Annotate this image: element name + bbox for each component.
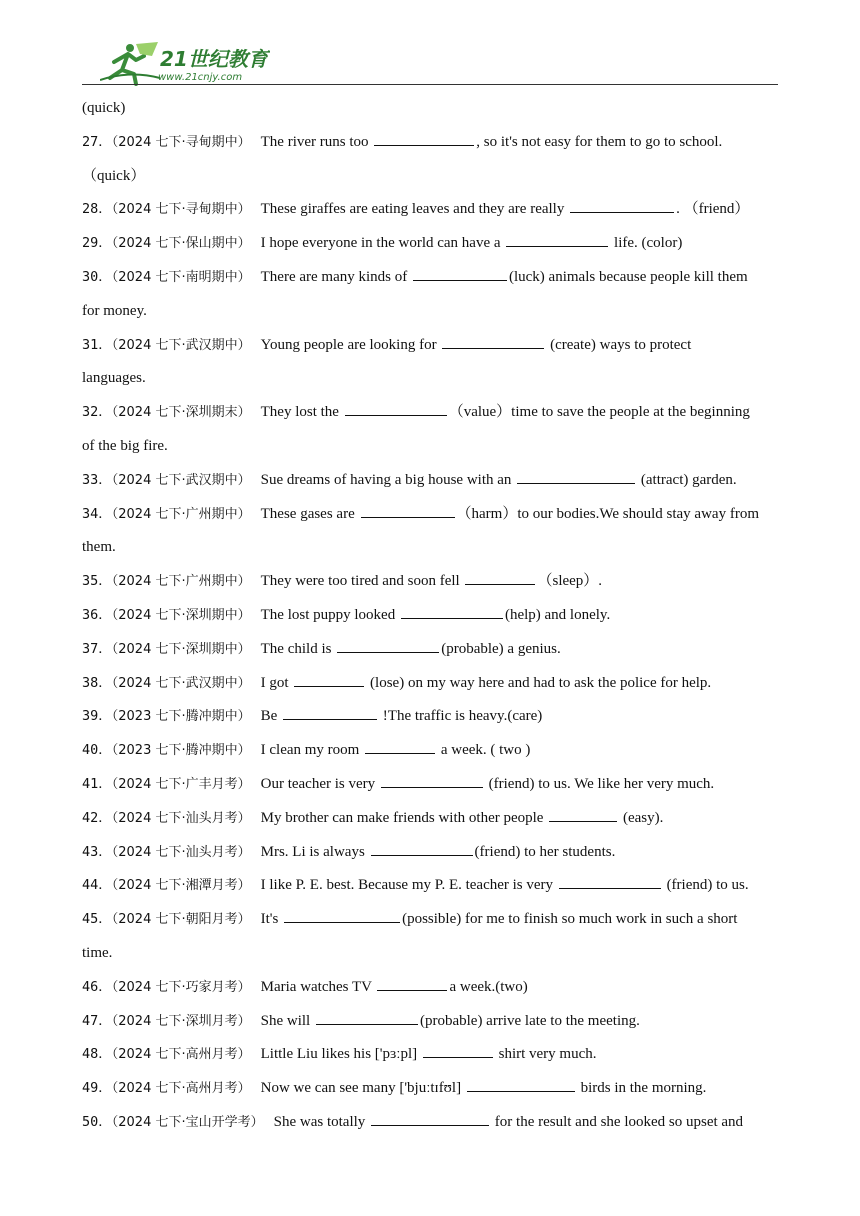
question-number: 33． bbox=[82, 471, 112, 488]
question-source: （2024 七下·寻甸期中） bbox=[111, 202, 251, 218]
question-line bbox=[82, 227, 778, 261]
question-line bbox=[82, 768, 778, 802]
question-text-after: (lose) on my way here and had to ask the police for help. bbox=[366, 674, 712, 691]
question-line bbox=[82, 869, 778, 903]
question-text-after: (probable) a genius. bbox=[441, 640, 561, 657]
question-text-before: She was totally bbox=[273, 1113, 366, 1130]
question-number: 28． bbox=[82, 201, 112, 218]
svg-text:www.21cnjy.com: www.21cnjy.com bbox=[158, 72, 243, 83]
question-text-after: (probable) arrive late to the meeting. bbox=[419, 1012, 640, 1029]
question-source: （2024 七下·汕头月考） bbox=[111, 810, 251, 826]
question-line bbox=[82, 1005, 778, 1039]
question-line bbox=[82, 565, 778, 599]
question-source: （2024 七下·寻甸期中） bbox=[111, 134, 251, 150]
continuation-line bbox=[82, 362, 778, 396]
line-text: for money. bbox=[82, 302, 147, 319]
question-line bbox=[82, 633, 778, 667]
continuation-line bbox=[82, 531, 778, 565]
question-number: 29． bbox=[82, 235, 112, 252]
question-line bbox=[82, 1106, 778, 1140]
question-source: （2024 七下·广州期中） bbox=[111, 506, 251, 522]
question-text-before: Be bbox=[260, 708, 278, 725]
continuation-line bbox=[82, 937, 778, 971]
continuation-line bbox=[82, 295, 778, 329]
answer-blank[interactable] bbox=[365, 737, 435, 754]
question-number: 38． bbox=[82, 674, 112, 691]
question-source: （2024 七下·深圳月考） bbox=[111, 1013, 251, 1029]
answer-blank[interactable] bbox=[423, 1041, 493, 1058]
question-number: 47． bbox=[82, 1012, 112, 1029]
question-line bbox=[82, 498, 778, 532]
question-line bbox=[82, 734, 778, 768]
question-text-before: The lost puppy looked bbox=[260, 606, 396, 623]
question-line bbox=[82, 700, 778, 734]
question-source: （2023 七下·腾冲期中） bbox=[111, 743, 251, 759]
question-source: （2024 七下·武汉期中） bbox=[111, 337, 251, 353]
question-line bbox=[82, 1072, 778, 1106]
question-number: 50． bbox=[82, 1113, 112, 1130]
question-text-after: (luck) animals because people kill them bbox=[508, 268, 748, 285]
question-number: 34． bbox=[82, 505, 112, 522]
question-source: （2024 七下·深圳期中） bbox=[111, 641, 251, 657]
question-text-before: Young people are looking for bbox=[260, 336, 437, 353]
question-line bbox=[82, 261, 778, 295]
question-text-before: There are many kinds of bbox=[260, 268, 408, 285]
question-text-before: Maria watches TV bbox=[260, 978, 372, 995]
21cnjy-logo bbox=[100, 40, 270, 86]
exercise-list bbox=[82, 92, 778, 1140]
question-text-after: (friend) to us. We like her very much. bbox=[484, 775, 715, 792]
question-text-after: a week.(two) bbox=[449, 978, 528, 995]
question-line bbox=[82, 329, 778, 363]
question-text-before: The river runs too bbox=[260, 133, 369, 150]
header-rule bbox=[82, 84, 778, 85]
question-line bbox=[82, 126, 778, 160]
question-text-after: (help) and lonely. bbox=[504, 606, 611, 623]
question-text-after: a week. ( two ) bbox=[437, 742, 531, 759]
question-number: 27． bbox=[82, 133, 112, 150]
question-line bbox=[82, 903, 778, 937]
question-number: 30． bbox=[82, 268, 112, 285]
answer-blank[interactable] bbox=[570, 196, 674, 213]
question-line bbox=[82, 1038, 778, 1072]
page-header bbox=[0, 0, 860, 90]
question-number: 39． bbox=[82, 708, 112, 725]
answer-blank[interactable] bbox=[465, 568, 535, 585]
question-source: （2024 七下·巧家月考） bbox=[111, 979, 251, 995]
question-text-before: These gases are bbox=[260, 505, 355, 522]
question-text-after: （sleep）. bbox=[537, 573, 603, 590]
question-source: （2024 七下·广丰月考） bbox=[111, 776, 251, 792]
answer-blank[interactable] bbox=[401, 602, 503, 619]
question-text-after: !The traffic is heavy.(care) bbox=[379, 708, 543, 725]
question-text-before: The child is bbox=[260, 640, 332, 657]
question-text-after: . （friend） bbox=[676, 201, 750, 218]
question-number: 49． bbox=[82, 1080, 112, 1097]
answer-blank[interactable] bbox=[467, 1075, 575, 1092]
question-source: （2024 七下·深圳期末） bbox=[111, 405, 251, 421]
line-text: of the big fire. bbox=[82, 437, 168, 454]
question-text-before: Mrs. Li is always bbox=[260, 843, 365, 860]
question-line bbox=[82, 464, 778, 498]
answer-blank[interactable] bbox=[506, 230, 608, 247]
answer-blank[interactable] bbox=[337, 636, 439, 653]
question-source: （2024 七下·湘潭月考） bbox=[111, 878, 251, 894]
question-text-after: , so it's not easy for them to go to school. bbox=[476, 133, 723, 150]
line-text: （quick） bbox=[82, 167, 146, 184]
answer-blank[interactable] bbox=[517, 467, 635, 484]
question-number: 35． bbox=[82, 573, 112, 590]
question-number: 44． bbox=[82, 877, 112, 894]
line-text: languages. bbox=[82, 370, 146, 387]
question-source: （2024 七下·高州月考） bbox=[111, 1081, 251, 1097]
question-number: 40． bbox=[82, 742, 112, 759]
question-text-after: shirt very much. bbox=[494, 1046, 597, 1063]
question-line bbox=[82, 667, 778, 701]
question-number: 42． bbox=[82, 809, 112, 826]
question-number: 41． bbox=[82, 775, 112, 792]
question-text-after: birds in the morning. bbox=[576, 1080, 707, 1097]
question-text-after: (possible) for me to finish so much work in such a short bbox=[402, 911, 738, 928]
question-line bbox=[82, 836, 778, 870]
question-source: （2024 七下·汕头月考） bbox=[111, 844, 251, 860]
line-text: time. bbox=[82, 944, 113, 961]
question-source: （2024 七下·保山期中） bbox=[111, 236, 251, 252]
question-text-after: (easy). bbox=[619, 809, 664, 826]
question-line bbox=[82, 802, 778, 836]
question-text-before: It's bbox=[260, 911, 279, 928]
question-number: 46． bbox=[82, 978, 112, 995]
answer-blank[interactable] bbox=[549, 805, 617, 822]
question-text-before: I hope everyone in the world can have a bbox=[260, 235, 501, 252]
continuation-line bbox=[82, 160, 778, 194]
question-number: 48． bbox=[82, 1046, 112, 1063]
continuation-line bbox=[82, 430, 778, 464]
question-source: （2024 七下·朝阳月考） bbox=[111, 912, 251, 928]
line-text: them. bbox=[82, 539, 116, 556]
question-text-before: I got bbox=[260, 674, 289, 691]
question-line bbox=[82, 599, 778, 633]
answer-blank[interactable] bbox=[284, 906, 400, 923]
question-text-before: Our teacher is very bbox=[260, 775, 376, 792]
line-text: (quick) bbox=[82, 100, 126, 116]
question-number: 32． bbox=[82, 404, 112, 421]
question-source: （2024 七下·高州月考） bbox=[111, 1047, 251, 1063]
question-text-after: （value）time to save the people at the beginning bbox=[448, 404, 750, 421]
question-text-before: I clean my room bbox=[260, 742, 360, 759]
question-source: （2024 七下·深圳期中） bbox=[111, 607, 251, 623]
question-text-after: (attract) garden. bbox=[637, 471, 737, 488]
question-text-after: （harm）to our bodies.We should stay away from bbox=[456, 505, 759, 522]
question-source: （2024 七下·武汉期中） bbox=[111, 675, 251, 691]
answer-blank[interactable] bbox=[294, 670, 364, 687]
question-source: （2024 七下·宝山开学考） bbox=[111, 1114, 264, 1130]
answer-blank[interactable] bbox=[381, 771, 483, 788]
question-source: （2024 七下·南明期中） bbox=[111, 269, 251, 285]
question-line bbox=[82, 396, 778, 430]
question-number: 43． bbox=[82, 843, 112, 860]
svg-text:21世纪教育: 21世纪教育 bbox=[160, 47, 268, 71]
answer-blank[interactable] bbox=[559, 872, 661, 889]
question-text-before: They lost the bbox=[260, 404, 339, 421]
question-text-after: life. (color) bbox=[610, 235, 683, 252]
question-text-before: Now we can see many ['bjuːtɪfʊl] bbox=[260, 1080, 462, 1097]
answer-blank[interactable] bbox=[283, 703, 377, 720]
question-text-before: Sue dreams of having a big house with an bbox=[260, 471, 512, 488]
question-text-before: These giraffes are eating leaves and they are really bbox=[260, 201, 565, 218]
question-text-after: (friend) to us. bbox=[662, 877, 749, 894]
question-text-before: They were too tired and soon fell bbox=[260, 573, 460, 590]
answer-blank[interactable] bbox=[316, 1008, 418, 1025]
question-source: （2023 七下·腾冲期中） bbox=[111, 709, 251, 725]
answer-blank[interactable] bbox=[361, 501, 455, 518]
question-text-before: I like P. E. best. Because my P. E. teacher is very bbox=[260, 877, 554, 894]
question-number: 31． bbox=[82, 336, 112, 353]
question-source: （2024 七下·武汉期中） bbox=[111, 472, 251, 488]
question-line bbox=[82, 193, 778, 227]
question-line bbox=[82, 971, 778, 1005]
answer-blank[interactable] bbox=[413, 264, 507, 281]
continuation-line bbox=[82, 92, 778, 126]
question-number: 37． bbox=[82, 640, 112, 657]
answer-blank[interactable] bbox=[371, 1109, 489, 1126]
answer-blank[interactable] bbox=[371, 839, 473, 856]
question-text-before: Little Liu likes his ['pɜːpl] bbox=[260, 1046, 418, 1063]
answer-blank[interactable] bbox=[377, 974, 447, 991]
answer-blank[interactable] bbox=[374, 129, 474, 146]
answer-blank[interactable] bbox=[345, 399, 447, 416]
answer-blank[interactable] bbox=[442, 332, 544, 349]
question-number: 36． bbox=[82, 606, 112, 623]
question-source: （2024 七下·广州期中） bbox=[111, 574, 251, 590]
question-text-after: for the result and she looked so upset and bbox=[491, 1113, 744, 1130]
question-text-after: (friend) to her students. bbox=[474, 843, 616, 860]
question-text-after: (create) ways to protect bbox=[546, 336, 692, 353]
question-text-before: She will bbox=[260, 1012, 311, 1029]
question-text-before: My brother can make friends with other people bbox=[260, 809, 544, 826]
question-number: 45． bbox=[82, 911, 112, 928]
